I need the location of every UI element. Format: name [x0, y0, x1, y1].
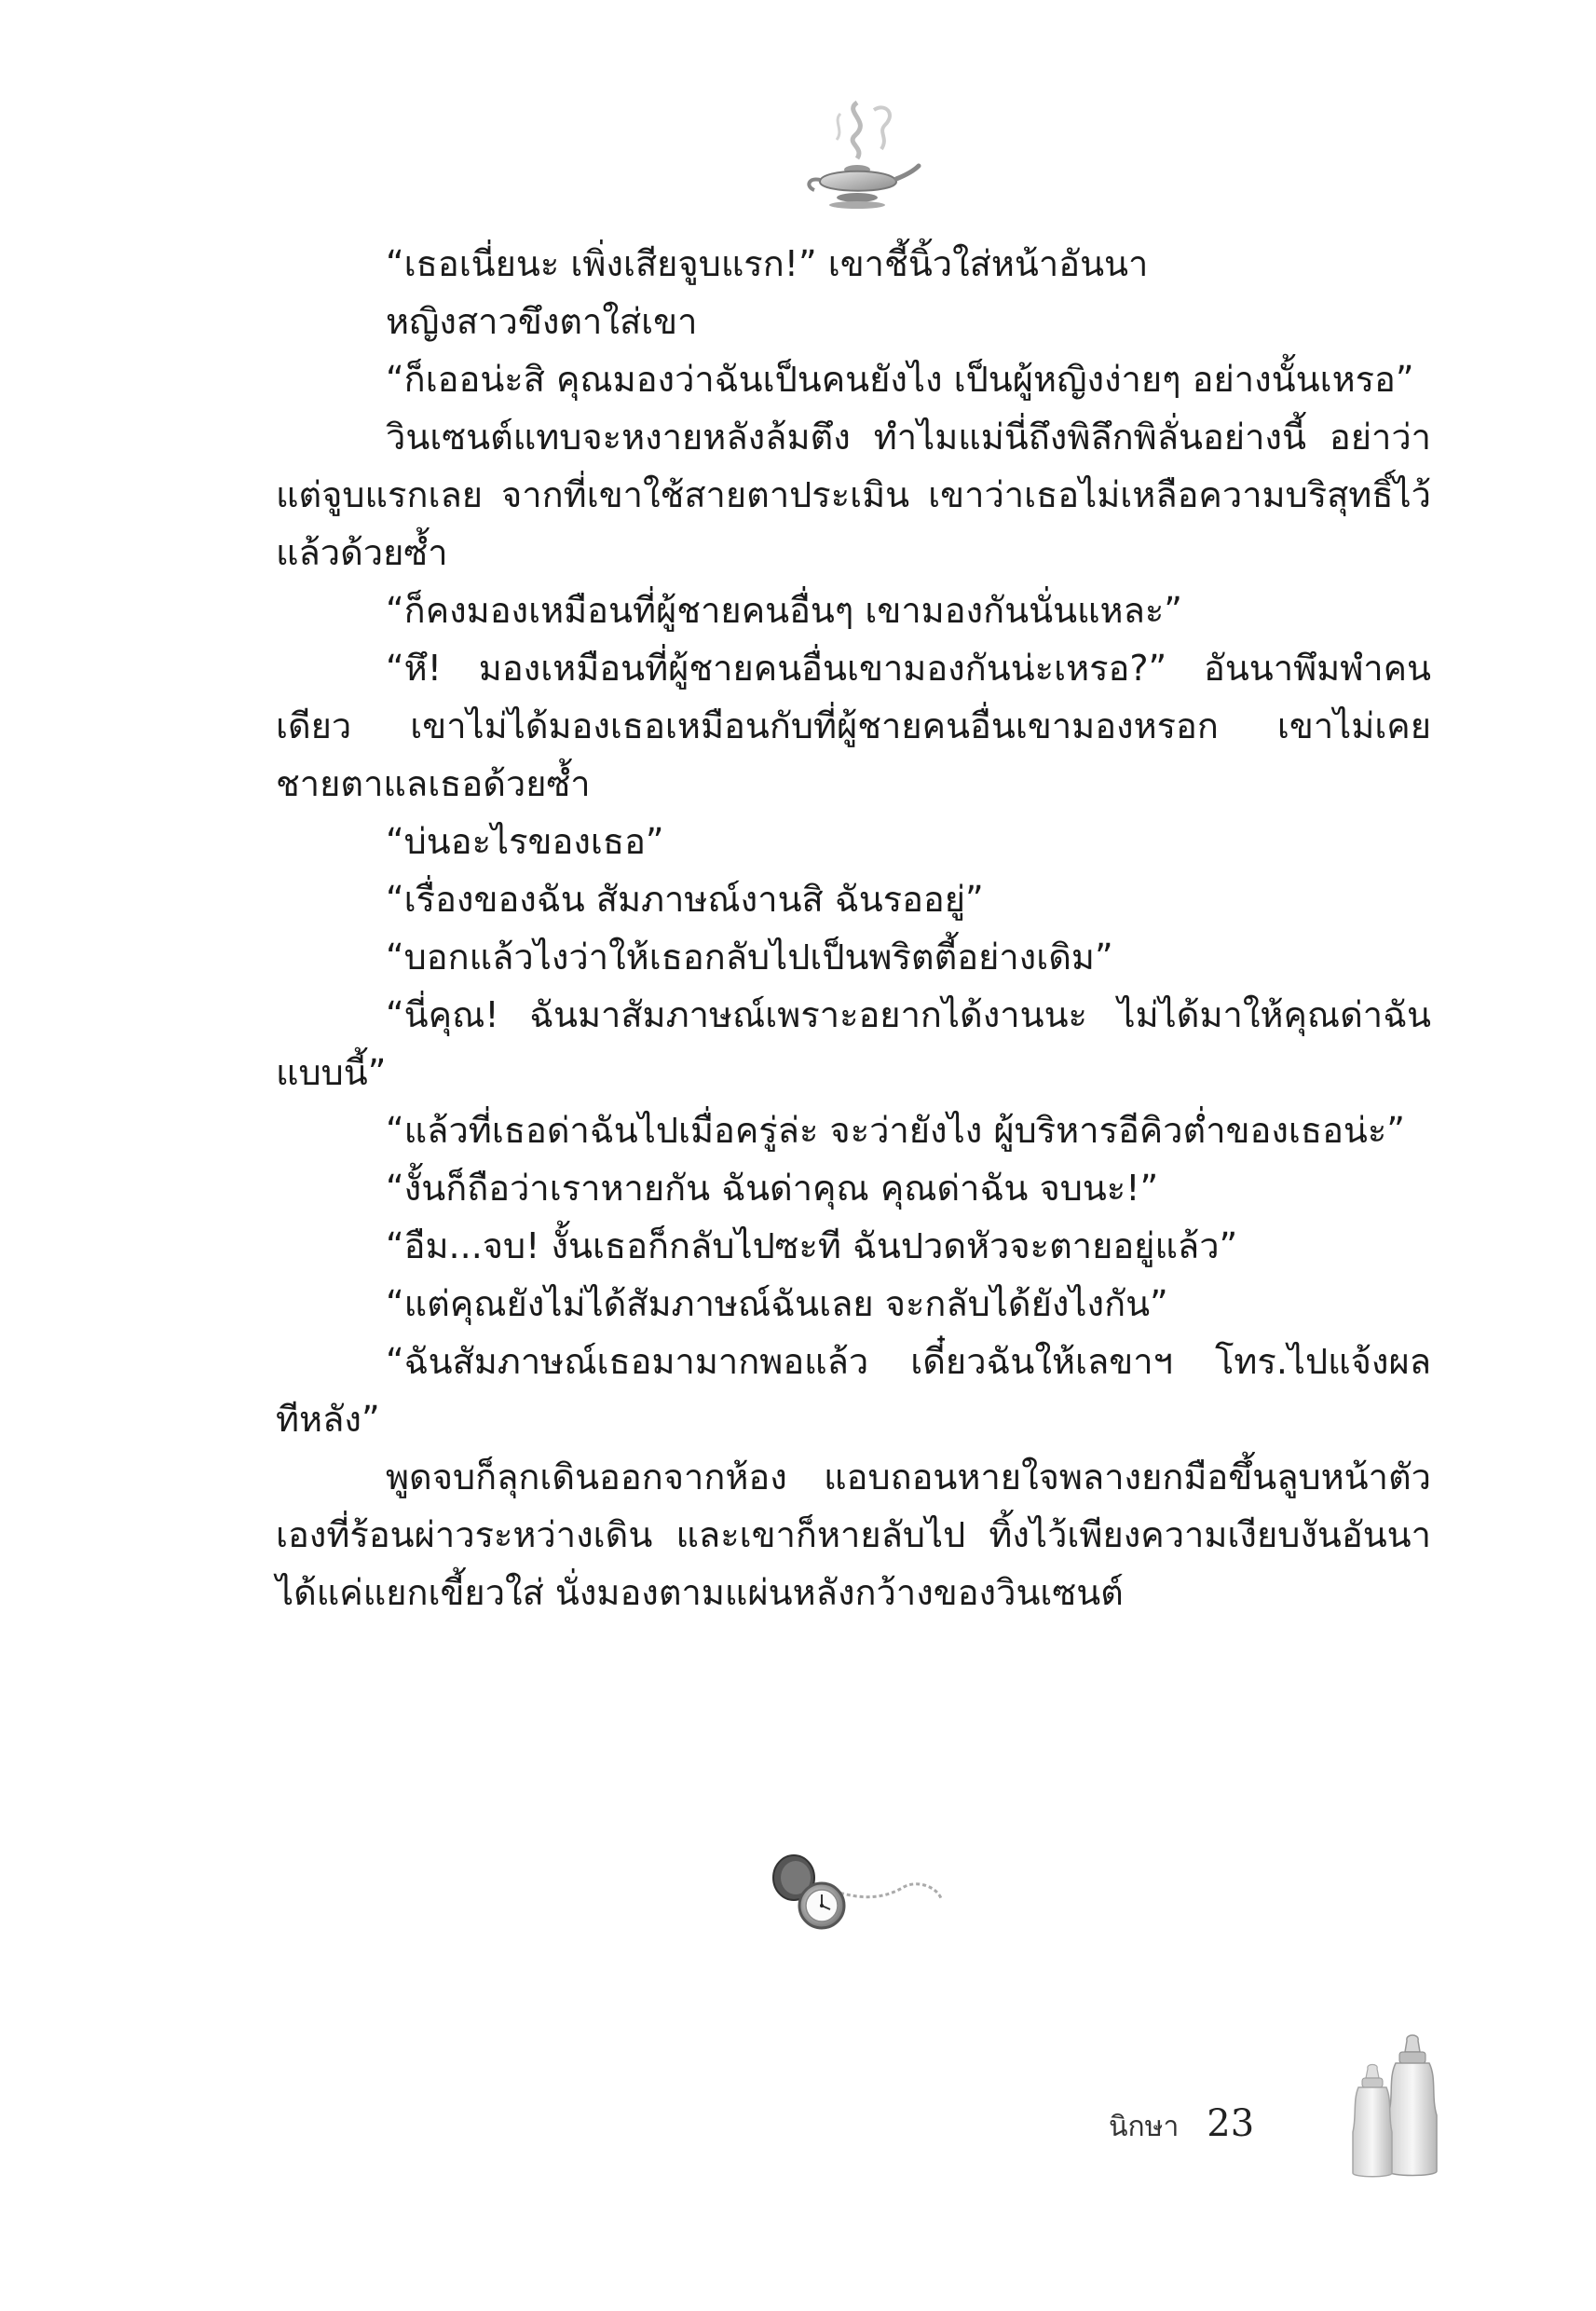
paragraph: “นี่คุณ! ฉันมาสัมภาษณ์เพราะอยากได้งานนะ ไม่ได้มาให้คุณด่าฉันแบบนี้”: [276, 994, 1431, 1093]
paragraph: “เรื่องของฉัน สัมภาษณ์งานสิ ฉันรออยู่”: [386, 879, 984, 920]
paragraph: “ก็คงมองเหมือนที่ผู้ชายคนอื่นๆ เขามองกันนั่นแหละ”: [386, 590, 1182, 631]
paragraph: “แต่คุณยังไม่ได้สัมภาษณ์ฉันเลย จะกลับได้ยังไงกัน”: [386, 1283, 1168, 1324]
paragraph: “อืม...จบ! งั้นเธอก็กลับไปซะที ฉันปวดหัวจะตายอยู่แล้ว”: [386, 1225, 1238, 1266]
pocket-watch-icon: [764, 1850, 950, 1934]
baby-bottle-icon: [1342, 2031, 1453, 2181]
paragraph: หญิงสาวขึงตาใส่เขา: [386, 301, 698, 342]
body-text: [276, 235, 1431, 1621]
paragraph: “หึ! มองเหมือนที่ผู้ชายคนอื่นเขามองกันน่ะเหรอ?” อันนาพึมพำคนเดียว เขาไม่ได้มองเธอเหมือนกับที่ผู้ชายคนอื่นเขามองหรอก เขาไม่เคยชายตาแลเธอด้วยซ้ำ: [276, 648, 1431, 804]
paragraph: “แล้วที่เธอด่าฉันไปเมื่อครู่ล่ะ จะว่ายังไง ผู้บริหารอีคิวต่ำของเธอน่ะ”: [386, 1110, 1405, 1151]
paragraph: “บอกแล้วไงว่าให้เธอกลับไปเป็นพริตตี้อย่างเดิม”: [386, 937, 1113, 978]
author-name: นิกษา: [1109, 2111, 1180, 2143]
paragraph: “ฉันสัมภาษณ์เธอมามากพอแล้ว เดี๋ยวฉันให้เลขาฯ โทร.ไปแจ้งผลทีหลัง”: [276, 1341, 1431, 1440]
paragraph: วินเซนต์แทบจะหงายหลังล้มตึง ทำไมแม่นี่ถึงพิลึกพิลั่นอย่างนี้ อย่าว่าแต่จูบแรกเลย จากที่เขาใช้สายตาประเมิน เขาว่าเธอไม่เหลือความบริสุทธิ์ไว้แล้วด้วยซ้ำ: [276, 417, 1431, 573]
paragraph: “งั้นก็ถือว่าเราหายกัน ฉันด่าคุณ คุณด่าฉัน จบนะ!”: [386, 1168, 1159, 1209]
paragraph: “ก็เออน่ะสิ คุณมองว่าฉันเป็นคนยังไง เป็นผู้หญิงง่ายๆ อย่างนั้นเหรอ”: [386, 359, 1414, 400]
page-footer: [1109, 2102, 1254, 2158]
paragraph: “เธอเนี่ยนะ เพิ่งเสียจูบแรก!” เขาชี้นิ้วใส่หน้าอันนา: [386, 243, 1149, 284]
genie-lamp-icon: [792, 93, 922, 224]
page-number: 23: [1207, 2102, 1255, 2145]
paragraph: พูดจบก็ลุกเดินออกจากห้อง แอบถอนหายใจพลางยกมือขึ้นลูบหน้าตัวเองที่ร้อนผ่าวระหว่างเดิน และเขาก็หายลับไป ทิ้งไว้เพียงความเงียบงันอันนาได้แค่แยกเขี้ยวใส่ นั่งมองตามแผ่นหลังกว้างของวินเซนต์: [276, 1456, 1431, 1613]
paragraph: “บ่นอะไรของเธอ”: [386, 821, 664, 862]
